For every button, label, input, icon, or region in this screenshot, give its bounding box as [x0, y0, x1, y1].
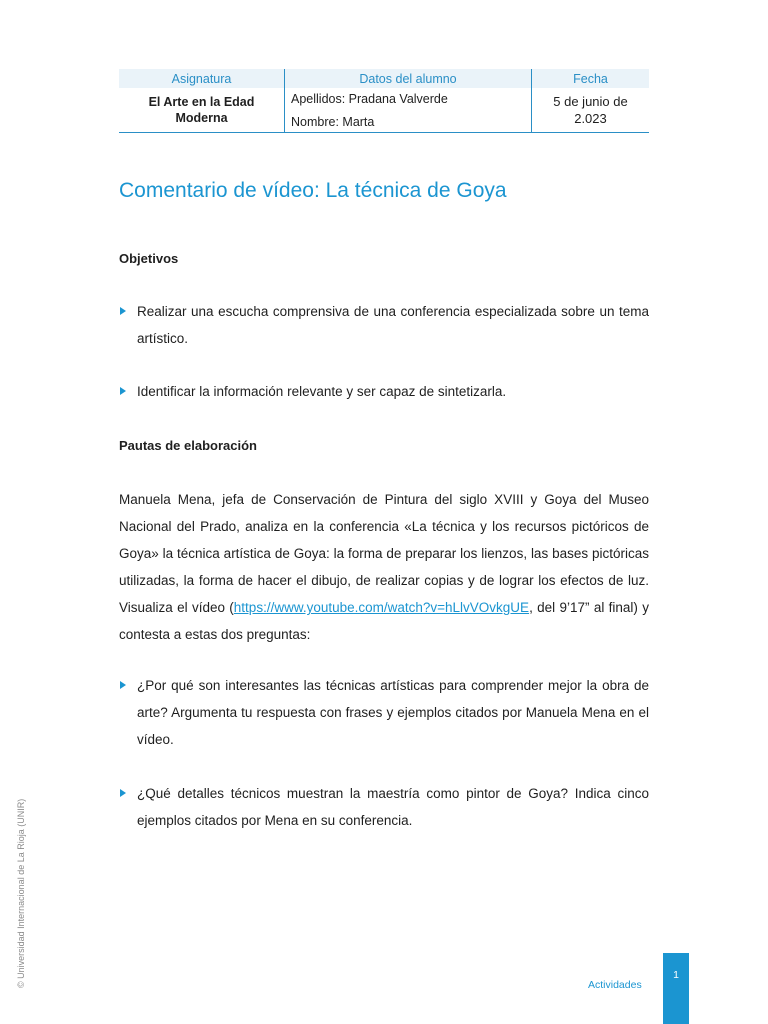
- objectives-heading: Objetivos: [119, 251, 179, 266]
- footer-section-label: Actividades: [588, 979, 642, 991]
- objective-text: Realizar una escucha comprensiva de una conferencia especializada sobre un tema artístico.: [137, 304, 649, 346]
- subject-line-1: El Arte en la Edad: [148, 95, 255, 109]
- guidelines-heading: Pautas de elaboración: [119, 438, 257, 453]
- objective-item: [119, 298, 649, 352]
- video-link[interactable]: https://www.youtube.com/watch?v=hLlvVOvkgUE: [233, 600, 530, 615]
- copyright-notice: © Universidad Internacional de La Rioja (UNIR): [16, 798, 26, 988]
- date-line-1: 5 de junio de: [553, 94, 628, 109]
- bullet-arrow-icon: [120, 681, 126, 689]
- bullet-arrow-icon: [120, 789, 126, 797]
- paragraph-text-before-link: Manuela Mena, jefa de Conservación de Pintura del siglo XVIII y Goya del Museo Nacional del Prado, analiza en la conferencia «La técnica y los recursos pictóricos de Goya» la técnica artística de Goya: la forma de preparar los lienzos, las bases pictóricas utilizadas, la forma de hacer el dibujo, de realizar copias y de lograr los efectos de luz. Visualiza el vídeo (: [119, 492, 649, 615]
- column-header-subject: Asignatura: [119, 69, 285, 88]
- question-text: ¿Qué detalles técnicos muestran la maestría como pintor de Goya? Indica cinco ejemplos citados por Mena en su conferencia.: [137, 786, 649, 828]
- bullet-arrow-icon: [120, 307, 126, 315]
- question-item: [119, 672, 649, 753]
- objective-item: [119, 378, 649, 405]
- date-line-2: 2.023: [574, 111, 607, 126]
- page-title: Comentario de vídeo: La técnica de Goya: [119, 179, 507, 202]
- guidelines-paragraph: [119, 486, 649, 648]
- question-item: [119, 780, 649, 834]
- header-table: [119, 69, 649, 133]
- bullet-arrow-icon: [120, 387, 126, 395]
- date-cell: [532, 88, 650, 133]
- student-surname: Apellidos: Pradana Valverde: [291, 92, 448, 106]
- question-text: ¿Por qué son interesantes las técnicas artísticas para comprender mejor la obra de arte? Argumenta tu respuesta con frases y ejemplos citados por Manuela Mena en el vídeo.: [137, 678, 649, 747]
- paragraph-text-after-link: , del 9’17” al final) y contesta a estas dos preguntas:: [119, 600, 650, 642]
- column-header-student: Datos del alumno: [285, 69, 532, 88]
- subject-cell: [119, 88, 285, 133]
- page-number-tab: [663, 953, 689, 1024]
- student-name: Nombre: Marta: [291, 115, 375, 129]
- column-header-date: Fecha: [532, 69, 650, 88]
- subject-line-2: Moderna: [175, 111, 228, 125]
- objective-text: Identificar la información relevante y ser capaz de sintetizarla.: [137, 384, 507, 399]
- page-number: 1: [673, 969, 679, 981]
- student-cell: [285, 88, 532, 133]
